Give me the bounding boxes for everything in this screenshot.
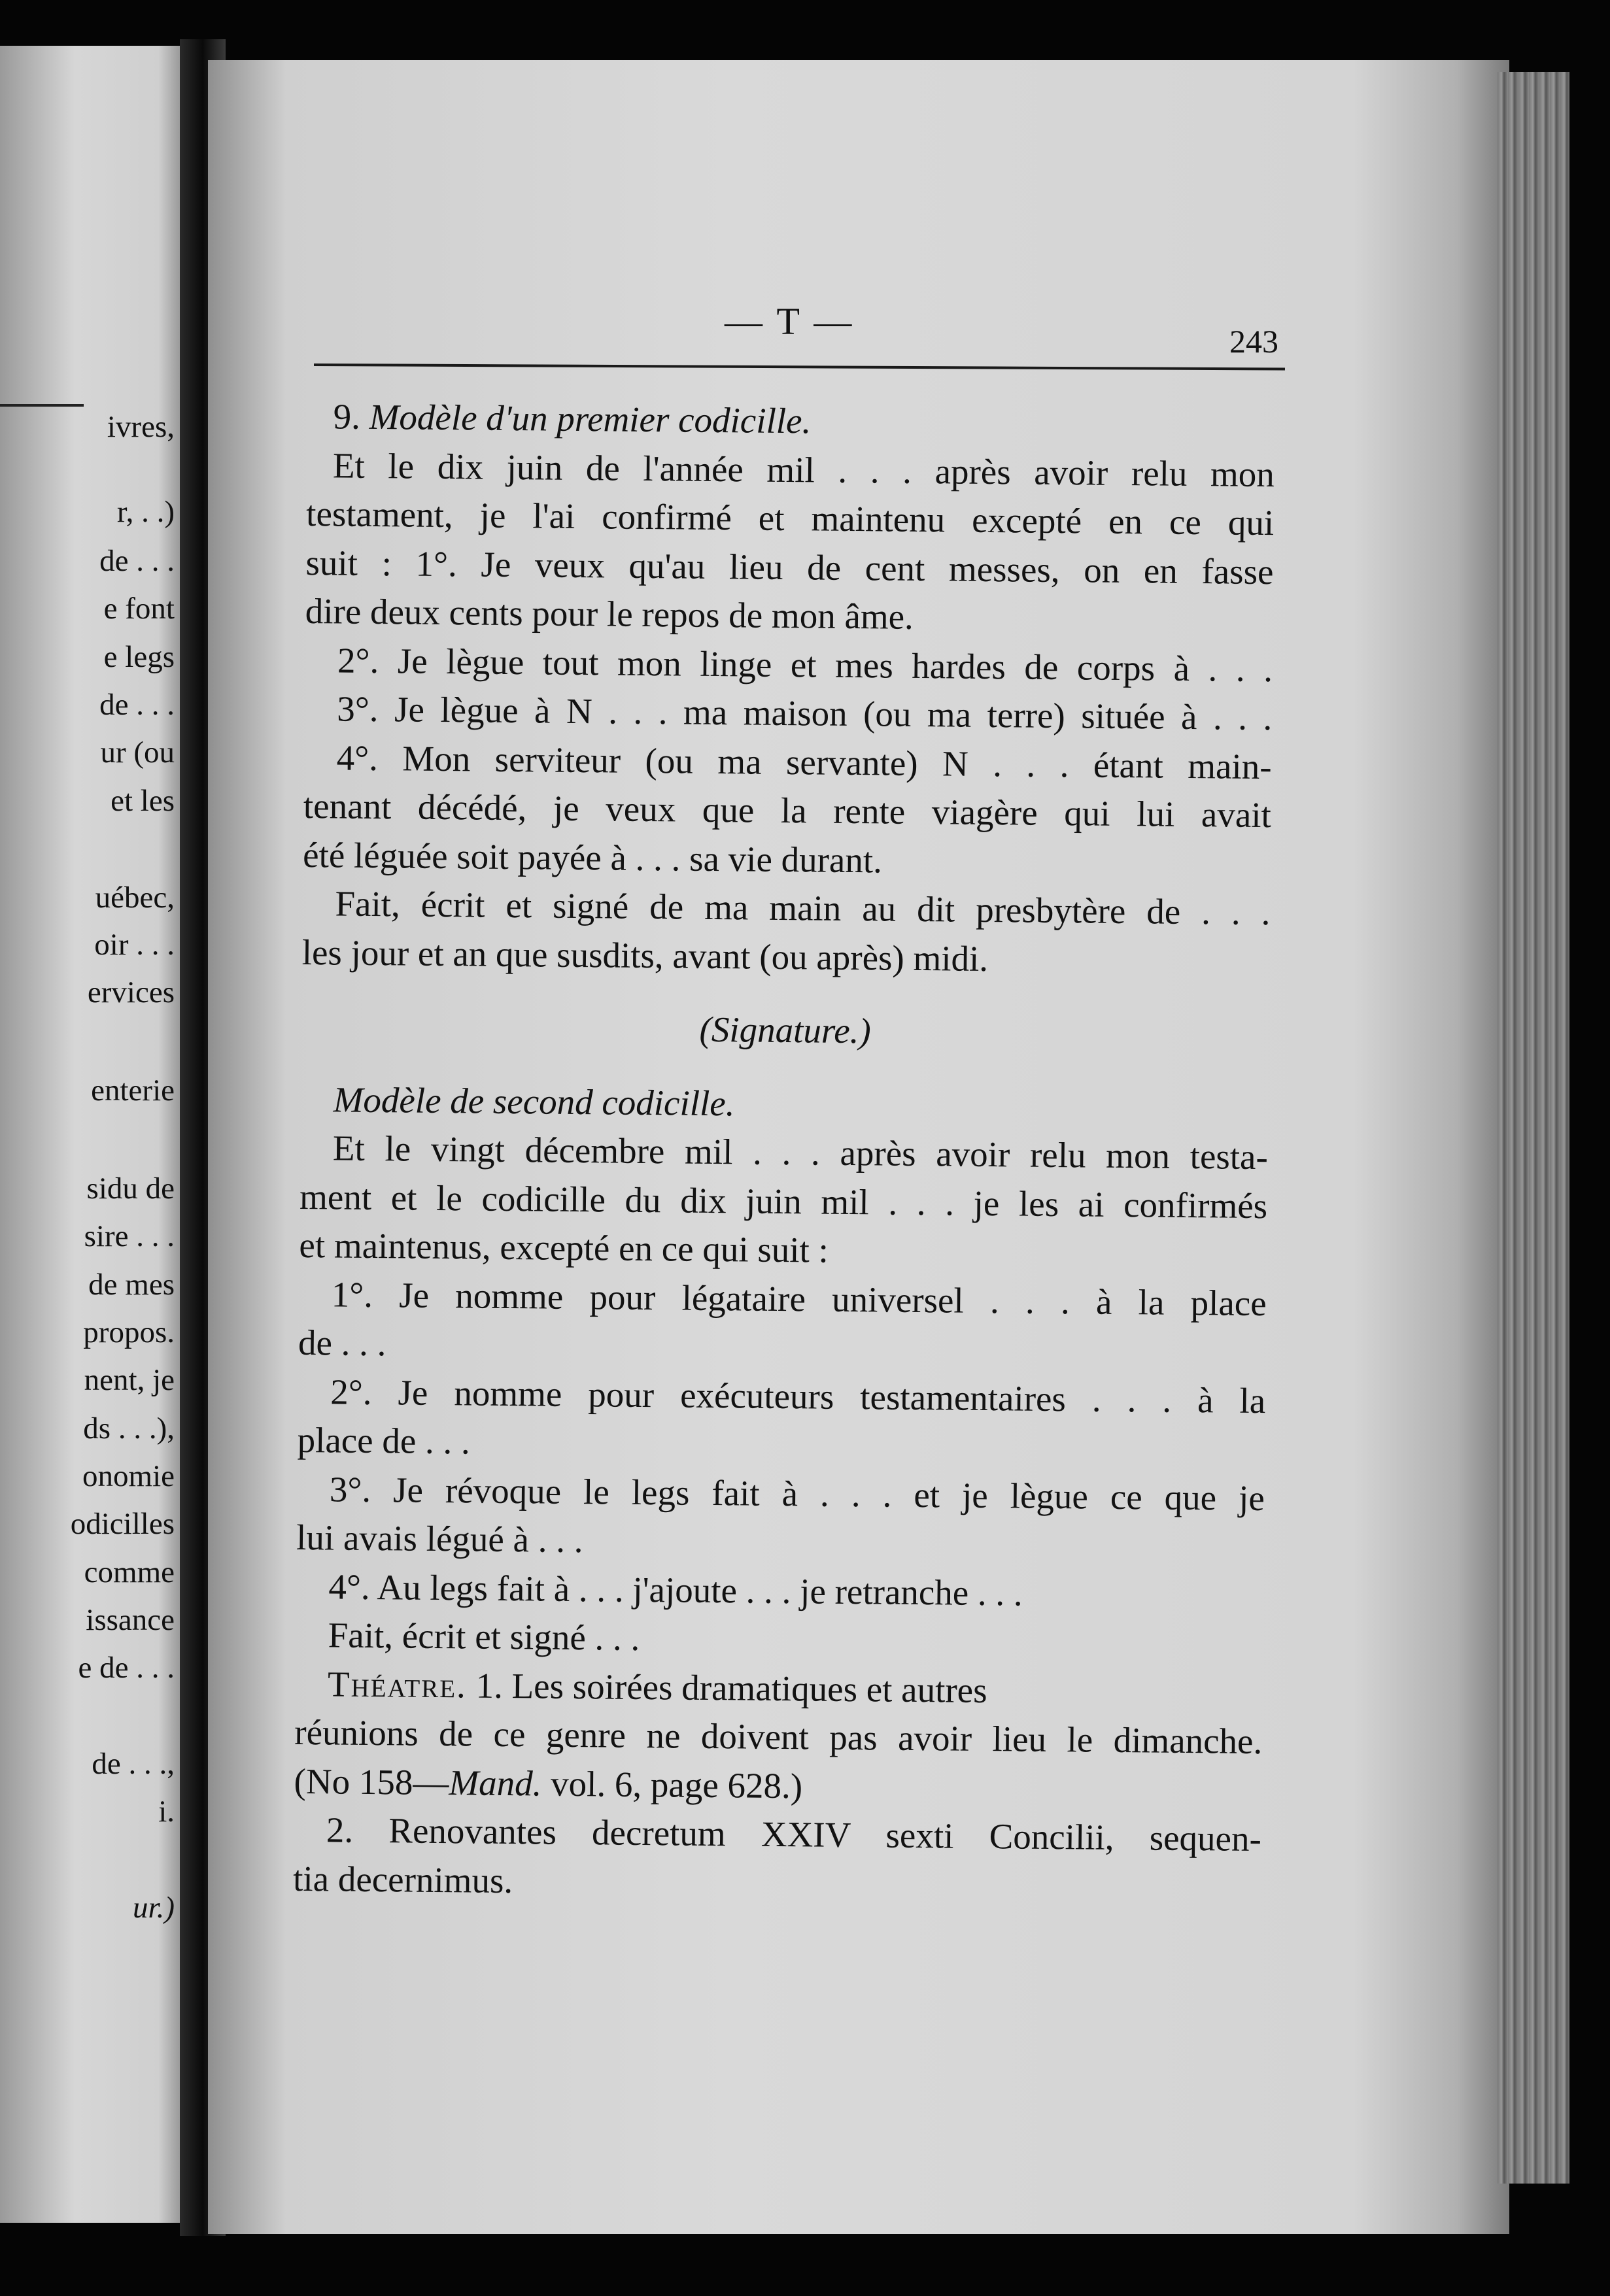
facing-line: sire . . . [84, 1219, 175, 1253]
facing-line: uébec, [95, 881, 175, 915]
citation-number: (No 158— [294, 1761, 449, 1802]
facing-line: ds . . .), [83, 1411, 175, 1445]
citation-ref: vol. 6, page 628.) [541, 1763, 803, 1806]
theatre-entry [295, 1659, 1263, 1717]
text-line: 2°. Je nomme pour exécuteurs testamentaires . . . à la [330, 1371, 1266, 1421]
second-codicil-title: Modèle de second codicille. [333, 1079, 735, 1123]
facing-line: ur.) [133, 1891, 175, 1925]
text-line: Fait, écrit et signé de ma main au dit presbytère de . . . [335, 883, 1271, 933]
text-line: ment et le codicille du dix juin mil . . . je les ai confirmés [299, 1176, 1268, 1226]
facing-line: propos. [83, 1315, 175, 1349]
theatre-heading: Théatre. [327, 1663, 468, 1705]
facing-line: i. [158, 1795, 175, 1829]
text-line: tenant décédé, je veux que la rente viagère qui lui avait [303, 785, 1272, 836]
background-edge [1569, 0, 1610, 2296]
facing-line: sidu de [86, 1172, 175, 1206]
first-codicil-title: Modèle d'un premier codicille. [369, 396, 812, 441]
facing-line: oir . . . [94, 928, 175, 962]
facing-line: e de . . . [78, 1651, 175, 1685]
citation-source: Mand. [449, 1762, 542, 1804]
text-line: été léguée soit payée à . . . sa vie durant. [302, 834, 883, 880]
facing-line: ur (ou [100, 735, 175, 769]
facing-line: r, . .) [116, 495, 175, 529]
text-line: 2°. Je lègue tout mon linge et mes hardes de corps à . . . [337, 639, 1273, 689]
facing-line: de . . ., [92, 1747, 175, 1781]
facing-line: enterie [91, 1073, 175, 1107]
facing-line: de . . . [99, 544, 175, 578]
facing-line: ivres, [107, 410, 175, 444]
facing-line: ervices [87, 975, 175, 1009]
facing-line: e legs [103, 640, 175, 674]
signature-line: (Signature.) [699, 1009, 872, 1051]
text-line: Fait, écrit et signé . . . [328, 1615, 640, 1658]
facing-line: odicilles [70, 1507, 175, 1541]
facing-line: nent, je [84, 1363, 175, 1397]
page-number: 243 [1229, 323, 1278, 360]
facing-line: issance [86, 1603, 175, 1637]
facing-line: de mes [88, 1268, 175, 1302]
running-head: — T — [725, 300, 855, 343]
text-line: réunions de ce genre ne doivent pas avoir lieu le dimanche. [294, 1712, 1263, 1762]
facing-page-rule [0, 404, 84, 407]
facing-page-fragment [0, 46, 186, 2223]
section-number: 9. [333, 396, 361, 437]
text-line: et maintenus, excepté en ce qui suit : [299, 1224, 829, 1270]
page-body [293, 392, 1275, 1912]
facing-line: e font [103, 592, 175, 626]
text-line: 4°. Au legs fait à . . . j'ajoute . . . je retranche . . . [328, 1566, 1023, 1613]
facing-line: onomie [82, 1459, 175, 1493]
citation-line [294, 1757, 1262, 1815]
text-line: 3°. Je lègue à N . . . ma maison (ou ma terre) située à . . . [337, 688, 1273, 738]
text-line: tia decernimus. [292, 1858, 513, 1900]
text-line: 2. Renovantes decretum XXIV sexti Concilii, sequen- [326, 1810, 1262, 1859]
facing-line: de . . . [99, 688, 175, 722]
text-line: les jour et an que susdits, avant (ou après) midi. [301, 932, 989, 979]
text-line: Et le dix juin de l'année mil . . . après avoir relu mon [332, 445, 1275, 494]
text-line: de . . . [298, 1322, 386, 1364]
facing-line: comme [84, 1555, 175, 1589]
text-line: lui avais légué à . . . [296, 1517, 583, 1561]
text-line: suit : 1°. Je veux qu'au lieu de cent messes, on en fasse [305, 542, 1274, 592]
text-line: testament, je l'ai confirmé et maintenu excepté en ce qui [305, 493, 1275, 543]
section-title [307, 392, 1275, 450]
text-line: Et le vingt décembre mil . . . après avoir relu mon testa- [332, 1128, 1269, 1177]
facing-line: et les [111, 784, 175, 818]
text-line: dire deux cents pour le repos de mon âme. [305, 590, 914, 637]
text-line: 1°. Je nomme pour légataire universel . . . à la place [331, 1274, 1267, 1323]
text-line: 4°. Mon serviteur (ou ma servante) N . . . étant main- [336, 737, 1272, 786]
text-line: 1. Les soirées dramatiques et autres [475, 1665, 987, 1710]
text-line: place de . . . [297, 1419, 471, 1462]
text-line: 3°. Je révoque le legs fait à . . . et je lègue ce que je [329, 1468, 1265, 1518]
